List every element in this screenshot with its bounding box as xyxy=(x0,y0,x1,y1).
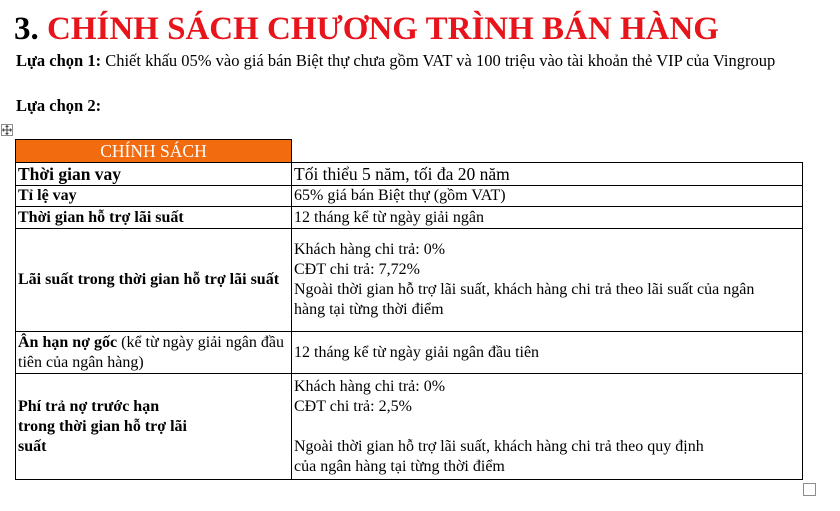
section-heading xyxy=(14,10,719,48)
value-line: của ngân hàng tại từng thời điểm xyxy=(294,457,505,475)
row-value: 12 tháng kể từ ngày giải ngân đầu tiên xyxy=(292,332,803,374)
value-line: CĐT chi trả: 2,5% xyxy=(294,397,412,415)
value-line: Ngoài thời gian hỗ trợ lãi suất, khách hàng chi trả theo lãi suất của ngân xyxy=(294,281,755,298)
value-line: Khách hàng chi trả: 0% xyxy=(294,241,446,258)
table-row xyxy=(16,332,803,374)
table-header-empty-cell xyxy=(292,140,803,163)
value-line: Ngoài thời gian hỗ trợ lãi suất, khách hàng chi trả theo quy định xyxy=(294,437,704,455)
option-1-label: Lựa chọn 1: xyxy=(16,51,102,70)
value-blank-line xyxy=(294,417,800,437)
table-header-row xyxy=(16,140,803,163)
option-1-text: Chiết khấu 05% vào giá bán Biệt thự chưa gồm VAT và 100 triệu vào tài khoản thẻ VIP của Vingroup xyxy=(105,51,776,70)
table-resize-handle-icon[interactable] xyxy=(803,483,816,496)
section-number: 3. xyxy=(14,11,39,47)
row-label-rest: (kể từ ngày giải ngân đầu tiên của ngân hàng) xyxy=(18,333,284,371)
row-value: 65% giá bán Biệt thự (gồm VAT) xyxy=(292,186,803,207)
option-2-paragraph xyxy=(16,96,101,116)
table-header-cell: CHÍNH SÁCH xyxy=(16,140,292,163)
table-row xyxy=(16,374,803,480)
table-move-handle-icon[interactable] xyxy=(1,124,13,136)
value-line: hàng tại từng thời điểm xyxy=(294,301,444,318)
row-label: Thời gian hỗ trợ lãi suất xyxy=(16,207,292,229)
value-line: CĐT chi trả: 7,72% xyxy=(294,261,420,278)
label-line: Phí trả nợ trước hạn xyxy=(18,397,160,415)
row-label: Tỉ lệ vay xyxy=(16,186,292,207)
row-value: 12 tháng kể từ ngày giải ngân xyxy=(292,207,803,229)
option-2-label: Lựa chọn 2: xyxy=(16,96,102,115)
table-row xyxy=(16,229,803,332)
table-row xyxy=(16,163,803,186)
row-value xyxy=(292,229,803,332)
row-label: Thời gian vay xyxy=(16,163,292,186)
value-line: Khách hàng chi trả: 0% xyxy=(294,377,446,395)
option-1-paragraph xyxy=(16,51,806,71)
row-label xyxy=(16,374,292,480)
label-line: suất xyxy=(18,437,47,455)
table-row xyxy=(16,186,803,207)
row-value xyxy=(292,374,803,480)
policy-table xyxy=(15,139,803,480)
row-label: Lãi suất trong thời gian hỗ trợ lãi suất xyxy=(16,229,292,332)
row-label xyxy=(16,332,292,374)
table-row xyxy=(16,207,803,229)
label-line: trong thời gian hỗ trợ lãi xyxy=(18,417,187,435)
row-value: Tối thiểu 5 năm, tối đa 20 năm xyxy=(292,163,803,186)
section-title: CHÍNH SÁCH CHƯƠNG TRÌNH BÁN HÀNG xyxy=(47,11,719,47)
row-label-bold: Ân hạn nợ gốc xyxy=(18,333,118,351)
